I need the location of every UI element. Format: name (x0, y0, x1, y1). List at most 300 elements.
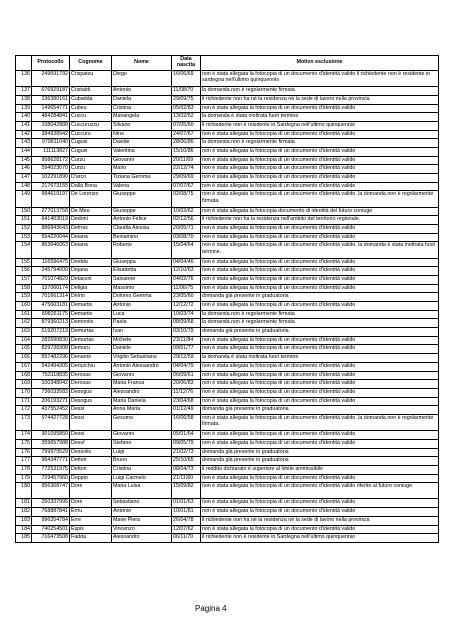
cell-index: 181 (16, 499, 32, 508)
cell-cognome: De Lorenzo (70, 191, 112, 207)
table-row (16, 336, 439, 345)
table-row (16, 165, 439, 174)
cell-data-nascita: 10/03/74 (172, 310, 201, 319)
cell-nome: Giovanni (112, 431, 172, 440)
cell-data-nascita: 06/09/61 (172, 371, 201, 380)
cell-data-nascita: 11/12/76 (172, 388, 201, 397)
cell-data-nascita: 26/04/78 (172, 516, 201, 525)
cell-index: 136 (16, 71, 32, 87)
cell-nome: Anna Maria (112, 406, 172, 415)
cell-data-nascita: 13/02/52 (172, 113, 201, 122)
cell-data-nascita: 21/02/73 (172, 448, 201, 457)
cell-index: 155 (16, 258, 32, 267)
cell-nome: Paola (112, 319, 172, 328)
cell-index: 169 (16, 380, 32, 389)
cell-data-nascita: 11/06/75 (172, 284, 201, 293)
table-row (16, 242, 439, 258)
cell-cognome: Dalla Bona (70, 182, 112, 191)
cell-nome: Daniele (112, 345, 172, 354)
cell-index: 174 (16, 431, 32, 440)
cell-index: 141 (16, 121, 32, 130)
table-row (16, 439, 439, 448)
cell-index: 162 (16, 319, 32, 328)
cell-protocollo: 956368747 (32, 483, 70, 499)
table-row (16, 525, 439, 534)
cell-motivo: non è stata allegata la fotocopia di un documento d'identità valido (201, 104, 439, 113)
cell-motivo: non è stata allegata la fotocopia di un documento d'identità valido. la domanda non è regolarmente firmata. (201, 191, 439, 207)
cell-cognome: Deidda (70, 258, 112, 267)
cell-cognome: Deligia (70, 284, 112, 293)
cell-motivo: non è stata allegata la fotocopia di un documento d'identità valido (201, 388, 439, 397)
cell-protocollo: 102291890 (32, 174, 70, 183)
table-row (16, 431, 439, 440)
cell-protocollo: 282690830 (32, 336, 70, 345)
cell-index: 144 (16, 148, 32, 157)
cell-data-nascita: 12/12/72 (172, 302, 201, 311)
cell-index: 138 (16, 95, 32, 104)
cell-cognome: Delaconi (70, 275, 112, 284)
cell-protocollo: 217673155 (32, 182, 70, 191)
cell-index: 147 (16, 174, 32, 183)
cell-index: 145 (16, 156, 32, 165)
table-row (16, 302, 439, 311)
cell-index: 142 (16, 130, 32, 139)
cell-nome: Giuseppa (112, 258, 172, 267)
cell-motivo: non è stata allegata la fotocopia di un documento d'identità valido (201, 508, 439, 517)
cell-cognome: Desogus (70, 397, 112, 406)
cell-cognome: Deriu/chiu (70, 362, 112, 371)
table-row (16, 139, 439, 148)
cell-nome: Bruno (112, 457, 172, 466)
cell-motivo: non è stata allegata la fotocopia di un documento d'identità valido (201, 431, 439, 440)
cell-protocollo: 137060174 (32, 284, 70, 293)
cell-data-nascita: 01/12/49 (172, 406, 201, 415)
cell-data-nascita: 09/01/77 (172, 345, 201, 354)
cell-motivo: non è stata allegata la fotocopia di un documento d'identità valido (201, 525, 439, 534)
cell-index: 159 (16, 293, 32, 302)
cell-motivo: il richiedente non è residente in Sardegna nell'ultimo quinquennio (201, 534, 439, 543)
table-row (16, 130, 439, 139)
cell-protocollo: 149654771 (32, 104, 70, 113)
cell-index: 146 (16, 165, 32, 174)
cell-data-nascita: 11/08/70 (172, 87, 201, 96)
cell-nome: Cristina (112, 465, 172, 474)
cell-cognome: Dessi (70, 414, 112, 430)
table-row (16, 258, 439, 267)
cell-motivo: non è stata allegata la fotocopia di un documento d'identità valido (201, 336, 439, 345)
cell-index: 152 (16, 225, 32, 234)
cell-protocollo: 768887841 (32, 508, 70, 517)
table-row (16, 380, 439, 389)
cell-data-nascita: 29/09/69 (172, 174, 201, 183)
cell-index: 149 (16, 191, 32, 207)
cell-nome: Sebastiano (112, 499, 172, 508)
cell-nome: Valentina (112, 148, 172, 157)
cell-cognome: Dettori (70, 465, 112, 474)
cell-cognome: Dessolis (70, 448, 112, 457)
table-row (16, 267, 439, 276)
cell-protocollo: 384938942 (32, 130, 70, 139)
cell-cognome: Dore (70, 499, 112, 508)
cell-protocollo: 594023070 (32, 165, 70, 174)
table-row (16, 345, 439, 354)
cell-cognome: Demartis (70, 302, 112, 311)
cell-nome: Valeria (112, 182, 172, 191)
cell-protocollo: 111113827 (32, 148, 70, 157)
cell-index: 176 (16, 448, 32, 457)
cell-nome: Ivan (112, 328, 172, 337)
table-row (16, 414, 439, 430)
cell-data-nascita: 25/10/65 (172, 457, 201, 466)
cell-nome: Antonio (112, 87, 172, 96)
cell-nome: Antonio Felice (112, 216, 172, 225)
header-index (16, 56, 32, 71)
cell-protocollo: 100348042 (32, 380, 70, 389)
cell-data-nascita: 29/09/75 (172, 95, 201, 104)
cell-motivo: non è stata allegata la fotocopia documento di identità del futuro coniuge (201, 207, 439, 216)
cell-motivo: domanda già presente in graduatoria (201, 406, 439, 415)
exclusion-table (15, 55, 439, 543)
cell-index: 164 (16, 336, 32, 345)
table-row (16, 113, 439, 122)
cell-index: 143 (16, 139, 32, 148)
cell-cognome: Dessi (70, 431, 112, 440)
cell-nome: Mario (112, 165, 172, 174)
table-row (16, 293, 439, 302)
cell-data-nascita: 08/04/73 (172, 465, 201, 474)
cell-cognome: Demurtas (70, 328, 112, 337)
cell-protocollo: 964347771 (32, 457, 70, 466)
cell-protocollo: 879360213 (32, 319, 70, 328)
cell-nome: Tiziana Gemma (112, 174, 172, 183)
cell-motivo: il richiedente non ha nè la residenza nè la sede di lavoro nella provincia (201, 516, 439, 525)
cell-cognome: D'arco (70, 174, 112, 183)
cell-index: 173 (16, 414, 32, 430)
cell-data-nascita: 23/04/68 (172, 397, 201, 406)
cell-data-nascita: 04/04/46 (172, 258, 201, 267)
cell-protocollo: 701661314 (32, 293, 70, 302)
cell-cognome: Cuccu (70, 113, 112, 122)
cell-cognome: Curzu (70, 165, 112, 174)
header-motivo: Motivo esclusione (201, 56, 439, 71)
cell-nome: Antonio (112, 508, 172, 517)
cell-protocollo: 716473508 (32, 534, 70, 543)
cell-cognome: Desogus (70, 388, 112, 397)
cell-protocollo: 984619197 (32, 191, 70, 207)
cell-data-nascita: 23/11/84 (172, 336, 201, 345)
cell-data-nascita: 20/11/69 (172, 156, 201, 165)
cell-protocollo: 729457960 (32, 474, 70, 483)
cell-protocollo: 898261175 (32, 310, 70, 319)
cell-motivo: non è stata allegata la fotocopia di un documento d'identità valido (201, 499, 439, 508)
cell-index: 165 (16, 345, 32, 354)
cell-cognome: Erre (70, 516, 112, 525)
cell-motivo: non è stata allegata la fotocopia di un documento d'identità valido (201, 233, 439, 242)
cell-index: 170 (16, 388, 32, 397)
cell-index: 157 (16, 275, 32, 284)
cell-cognome: Doppio (70, 474, 112, 483)
cell-data-nascita: 24/07/67 (172, 130, 201, 139)
cell-nome: Mariangela (112, 113, 172, 122)
cell-nome: Stefano (112, 439, 172, 448)
cell-nome: Salvatore (112, 275, 172, 284)
cell-data-nascita: 07/05/60 (172, 121, 201, 130)
cell-motivo: non è stata allegata la fotocopia di un documento d'identità valido (201, 371, 439, 380)
cell-motivo: non è stata allegata la fotocopia di un documento d'identità valido (201, 182, 439, 191)
cell-motivo: la domanda non è regolarmente firmata (201, 310, 439, 319)
cell-motivo: non è stata allegata la fotocopia di un documento d'identità valido (201, 397, 439, 406)
table-row (16, 95, 439, 104)
cell-protocollo: 753118835 (32, 371, 70, 380)
table-row (16, 534, 439, 543)
cell-cognome: Demuru (70, 345, 112, 354)
cell-data-nascita: 15/04/64 (172, 242, 201, 258)
cell-data-nascita: 04/04/79 (172, 362, 201, 371)
cell-data-nascita: 07/07/67 (172, 182, 201, 191)
header-data-nascita: Data nascita (172, 56, 201, 71)
cell-index: 140 (16, 113, 32, 122)
cell-nome: Maria Luisa (112, 483, 172, 499)
cell-index: 171 (16, 397, 32, 406)
cell-nome: Alessandro (112, 534, 172, 543)
cell-nome: Maria Franca (112, 380, 172, 389)
cell-protocollo: 772531975 (32, 465, 70, 474)
table-row (16, 148, 439, 157)
cell-data-nascita: 05/01/64 (172, 431, 201, 440)
cell-motivo: non è stata allegata la fotocopia di un documento d'identità valido (201, 174, 439, 183)
cell-motivo: la domanda non è regolarmente firmata (201, 139, 439, 148)
cell-cognome: Demurtas (70, 336, 112, 345)
cell-data-nascita: 10/01/81 (172, 508, 201, 517)
cell-nome: Gesumo (112, 414, 172, 430)
cell-index: 180 (16, 483, 32, 499)
cell-data-nascita: 09/05/79 (172, 439, 201, 448)
cell-nome: Alessandro (112, 388, 172, 397)
table-row (16, 104, 439, 113)
cell-nome: Massimo (112, 284, 172, 293)
cell-index: 178 (16, 465, 32, 474)
cell-data-nascita: 10/03/62 (172, 207, 201, 216)
cell-nome: Giovanni (112, 156, 172, 165)
cell-protocollo: 736033583 (32, 388, 70, 397)
cell-nome: Virgilio Sebastiano (112, 354, 172, 363)
cell-motivo: non è stata allegata la fotocopia di un documento d'identità valido (201, 302, 439, 311)
cell-data-nascita: 15/10/86 (172, 148, 201, 157)
cell-motivo: non è stata allegata la fotocopia di un documento d'identità valido il richiedente non è residente in sardegna nell'ultimo quinquennio (201, 71, 439, 87)
table-row (16, 483, 439, 499)
cell-index: 185 (16, 534, 32, 543)
cell-data-nascita: 29/12/59 (172, 354, 201, 363)
cell-index: 151 (16, 216, 32, 225)
table-body (16, 71, 439, 543)
cell-data-nascita: 15/09/82 (172, 483, 201, 499)
cell-motivo: non è stata allegata la fotocopia di un documento d'identità valido (201, 345, 439, 354)
cell-nome: Nino (112, 130, 172, 139)
cell-index: 137 (16, 87, 32, 96)
cell-protocollo: 979811040 (32, 139, 70, 148)
cell-index: 167 (16, 362, 32, 371)
cell-cognome: Dessi' (70, 439, 112, 448)
cell-data-nascita: 16/06/69 (172, 71, 201, 87)
table-row (16, 354, 439, 363)
table-row (16, 191, 439, 207)
table-row (16, 71, 439, 87)
header-cognome: Cognome (70, 56, 112, 71)
cell-nome: Maria Daniela (112, 397, 172, 406)
cell-protocollo: 116596475 (32, 258, 70, 267)
cell-index: 179 (16, 474, 32, 483)
table-row (16, 156, 439, 165)
cell-cognome: Cuccuruzzu (70, 121, 112, 130)
table-row (16, 121, 439, 130)
cell-protocollo: 701074829 (32, 275, 70, 284)
cell-nome: Roberto (112, 242, 172, 258)
cell-data-nascita: 06/11/70 (172, 534, 201, 543)
cell-data-nascita: 22/12/74 (172, 165, 201, 174)
cell-nome: Claudia Alessia (112, 225, 172, 234)
cell-motivo: non è stata allegata la fotocopia di un documento d'identità valido (201, 165, 439, 174)
cell-protocollo: 901095850 (32, 431, 70, 440)
table-row (16, 371, 439, 380)
cell-motivo: la domanda non è regolarmente firmata (201, 319, 439, 328)
cell-protocollo: 236380161 (32, 95, 70, 104)
cell-data-nascita: 20/05/71 (172, 225, 201, 234)
cell-nome: Antonio Alessandro (112, 362, 172, 371)
cell-nome: Giovanni (112, 371, 172, 380)
cell-data-nascita: 01/01/63 (172, 499, 201, 508)
cell-index: 139 (16, 104, 32, 113)
cell-cognome: Erriu (70, 508, 112, 517)
cell-nome: Diego (112, 71, 172, 87)
cell-index: 158 (16, 284, 32, 293)
cell-motivo: non è stata allegata la fotocopia di un documento d'identità valido (201, 130, 439, 139)
cell-index: 150 (16, 207, 32, 216)
table-row (16, 388, 439, 397)
cell-protocollo: 958628172 (32, 156, 70, 165)
header-protocollo: Protocollo (32, 56, 70, 71)
cell-motivo: il richiedente non è residente in Sardegna nell'ultimo quinquennio (201, 121, 439, 130)
cell-index: 166 (16, 354, 32, 363)
cell-cognome: Defrois (70, 225, 112, 234)
table-row (16, 207, 439, 216)
table-row (16, 362, 439, 371)
cell-index: 148 (16, 182, 32, 191)
cell-cognome: Espis (70, 525, 112, 534)
cell-motivo: non è stata allegata la fotocopia di un documento d'identità valido (201, 156, 439, 165)
cell-data-nascita: 02/12/56 (172, 216, 201, 225)
cell-nome: Luigi Carmelo (112, 474, 172, 483)
cell-nome: Luca (112, 310, 172, 319)
cell-motivo: domanda già presente in graduatoria (201, 448, 439, 457)
table-row (16, 310, 439, 319)
cell-cognome: Cubeu (70, 104, 112, 113)
cell-cognome: Dore (70, 483, 112, 499)
table-row (16, 406, 439, 415)
cell-data-nascita: 02/08/75 (172, 191, 201, 207)
cell-cognome: Fadda (70, 534, 112, 543)
table-row (16, 284, 439, 293)
cell-motivo: domanda già presente in graduatoria (201, 293, 439, 302)
cell-protocollo: 799979529 (32, 448, 70, 457)
header-nome: Nome (112, 56, 172, 71)
cell-index: 184 (16, 525, 32, 534)
cell-nome: Giuseppe (112, 191, 172, 207)
cell-cognome: Delrio (70, 293, 112, 302)
cell-protocollo: 437552452 (32, 406, 70, 415)
cell-data-nascita: 20/06/83 (172, 380, 201, 389)
cell-nome: Vincenzo (112, 525, 172, 534)
cell-cognome: Cugusi (70, 139, 112, 148)
cell-index: 156 (16, 267, 32, 276)
cell-cognome: Dejana (70, 267, 112, 276)
cell-protocollo: 557482296 (32, 354, 70, 363)
cell-protocollo: 108042888 (32, 121, 70, 130)
cell-cognome: Cristaldi (70, 87, 112, 96)
cell-protocollo: 641403019 (32, 216, 70, 225)
cell-motivo: il richiedente non ha la residenza nell'ambito del territorio regionale. (201, 216, 439, 225)
table-row (16, 233, 439, 242)
cell-motivo: non è stata allegata la fotocopia di un documento d'identità valido (201, 474, 439, 483)
cell-protocollo: 484284841 (32, 113, 70, 122)
table-row (16, 397, 439, 406)
cell-index: 177 (16, 457, 32, 466)
cell-protocollo: 249691792 (32, 71, 70, 87)
table-row (16, 508, 439, 517)
cell-motivo: non è stata allegata la fotocopia di un documento d'identità valido (201, 225, 439, 234)
cell-protocollo: 245794000 (32, 267, 70, 276)
cell-cognome: Derosas (70, 380, 112, 389)
cell-protocollo: 554220044 (32, 233, 70, 242)
table-row (16, 465, 439, 474)
cell-protocollo: 277013758 (32, 207, 70, 216)
cell-cognome: Cugusi (70, 148, 112, 157)
cell-data-nascita: 16/06/58 (172, 414, 201, 430)
cell-protocollo: 206193271 (32, 397, 70, 406)
cell-cognome: De Meo (70, 207, 112, 216)
cell-nome: Daniela (112, 95, 172, 104)
cell-motivo: non è stata allegata la fotocopia di un documento d'identità valido (201, 267, 439, 276)
cell-index: 183 (16, 516, 32, 525)
cell-protocollo: 863646063 (32, 242, 70, 258)
cell-motivo: non è stata allegata la fotocopia di un documento d'identità valido. la domanda è stata inoltrata fuori termine. (201, 242, 439, 258)
cell-protocollo: 519207213 (32, 328, 70, 337)
table-row (16, 275, 439, 284)
cell-nome: Silvano (112, 121, 172, 130)
table-row (16, 216, 439, 225)
cell-motivo: domanda già presente in graduatoria (201, 328, 439, 337)
cell-cognome: Crispatzu (70, 71, 112, 87)
cell-nome: Beniamino (112, 233, 172, 242)
cell-index: 182 (16, 508, 32, 517)
cell-nome: Luigi (112, 448, 172, 457)
table-row (16, 448, 439, 457)
cell-data-nascita: 21/11/60 (172, 474, 201, 483)
cell-index: 168 (16, 371, 32, 380)
cell-nome: Cristina (112, 104, 172, 113)
cell-cognome: Dedoni (70, 216, 112, 225)
table-row (16, 474, 439, 483)
cell-protocollo: 475603181 (32, 302, 70, 311)
cell-nome: Marie Piera (112, 516, 172, 525)
cell-motivo: non è stata allegata la fotocopia di un documento d'identità valido. la domanda non è regolarmente firmata. (201, 414, 439, 430)
cell-cognome: Deiana (70, 242, 112, 258)
table-header-row (16, 56, 439, 71)
cell-protocollo: 359657988 (32, 439, 70, 448)
cell-nome: Dolores Gemma (112, 293, 172, 302)
cell-data-nascita: 12/07/62 (172, 525, 201, 534)
cell-cognome: Curzu (70, 156, 112, 165)
cell-data-nascita: 05/02/83 (172, 104, 201, 113)
